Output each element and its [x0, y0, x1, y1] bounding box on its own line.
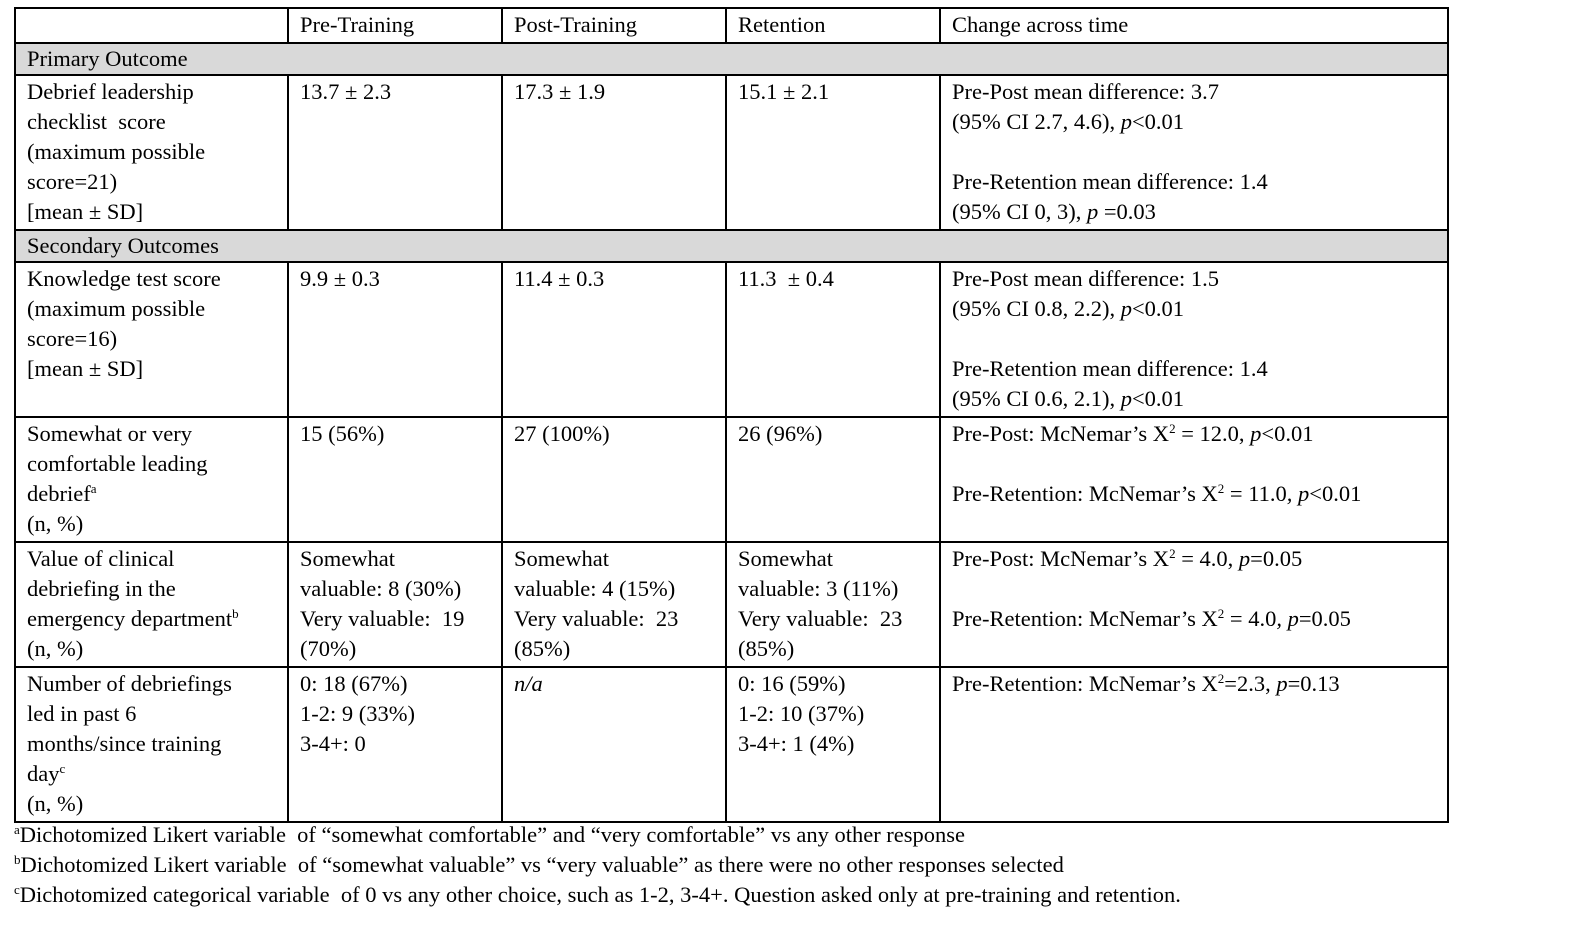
change-line: Pre-Retention mean difference: 1.4	[952, 169, 1268, 194]
row-label-text: day	[27, 761, 60, 786]
superscript: 2	[1169, 546, 1176, 561]
cell-post-training: 27 (100%)	[502, 417, 726, 542]
cell-line: Somewhat	[514, 546, 609, 571]
change-text: = 4.0	[1224, 606, 1277, 631]
cell-line: valuable: 4 (15%)	[514, 576, 676, 601]
change-line	[952, 384, 1436, 414]
cell-post-training	[502, 542, 726, 667]
superscript: 2	[1217, 671, 1225, 686]
table-row-knowledge-test	[15, 262, 1448, 417]
header-retention: Retention	[726, 8, 940, 43]
change-text: Pre-Retention: McNemar’s X	[952, 481, 1218, 506]
row-label-line: (maximum possible	[27, 296, 206, 321]
footnote-mark: a	[14, 822, 20, 837]
table-row-value-of-debriefing	[15, 542, 1448, 667]
cell-change	[940, 667, 1448, 822]
footnote-text: Dichotomized categorical variable of 0 vs any other choice, such as 1-2, 3-4+. Question asked only at pre-training and retention.	[19, 882, 1181, 907]
spacer	[952, 137, 1436, 167]
cell-line: 0: 16 (59%)	[738, 671, 846, 696]
change-text: Pre-Post: McNemar’s X	[952, 546, 1170, 571]
cell-line: 1-2: 9 (33%)	[300, 701, 415, 726]
p-symbol: p	[1298, 481, 1310, 506]
cell-change	[940, 417, 1448, 542]
cell-pre-training	[288, 667, 502, 822]
cell-retention: 26 (96%)	[726, 417, 940, 542]
superscript: 2	[1217, 481, 1225, 496]
row-label-line: Value of clinical	[27, 546, 175, 571]
header-change-across-time: Change across time	[940, 8, 1448, 43]
cell-line: 1-2: 10 (37%)	[738, 701, 865, 726]
row-label-line: (n, %)	[27, 791, 84, 816]
row-label-line: Somewhat or very	[27, 421, 192, 446]
cell-retention	[726, 542, 940, 667]
row-label	[15, 417, 288, 542]
p-symbol: p	[1250, 421, 1262, 446]
row-label	[15, 262, 288, 417]
footnote-b	[14, 850, 1181, 880]
change-line: Pre-Post mean difference: 1.5	[952, 266, 1220, 291]
row-label-line: (n, %)	[27, 636, 84, 661]
spacer	[952, 324, 1436, 354]
change-text: <0.01	[1309, 481, 1362, 506]
footnote-mark: b	[14, 852, 21, 867]
footnote-mark: a	[90, 481, 97, 496]
change-text: =0.03	[1098, 199, 1156, 224]
change-text: <0.01	[1131, 386, 1185, 411]
cell-post-training: 11.4 ± 0.3	[502, 262, 726, 417]
footnote-text: Dichotomized Likert variable of “somewhat valuable” vs “very valuable” as there were no other responses selected	[20, 852, 1064, 877]
change-line	[952, 544, 1436, 574]
change-line: Pre-Retention mean difference: 1.4	[952, 356, 1268, 381]
row-label-line	[27, 759, 276, 789]
change-text: =0.05	[1298, 606, 1351, 631]
header-pre-training: Pre-Training	[288, 8, 502, 43]
change-text: (95% CI 2.7, 4.6),	[952, 109, 1121, 134]
change-text: Pre-Retention: McNemar’s X	[952, 671, 1218, 696]
row-label-text: debrief	[27, 481, 91, 506]
not-applicable-text: n/a	[514, 671, 543, 696]
spacer	[952, 574, 1436, 604]
row-label-line: [mean ± SD]	[27, 356, 144, 381]
row-label	[15, 667, 288, 822]
row-label-line: checklist score	[27, 109, 166, 134]
cell-line: (85%)	[738, 636, 795, 661]
cell-retention	[726, 667, 940, 822]
cell-pre-training: 9.9 ± 0.3	[288, 262, 502, 417]
cell-line: Somewhat	[300, 546, 395, 571]
footnote-a	[14, 820, 1181, 850]
change-text: =0.13	[1287, 671, 1340, 696]
cell-line: 0: 18 (67%)	[300, 671, 408, 696]
cell-line: valuable: 3 (11%)	[738, 576, 899, 601]
cell-pre-training	[288, 542, 502, 667]
change-line: Pre-Post mean difference: 3.7	[952, 79, 1220, 104]
primary-outcome-heading: Primary Outcome	[15, 43, 1448, 75]
change-text: (95% CI 0.8, 2.2),	[952, 296, 1121, 321]
cell-pre-training: 15 (56%)	[288, 417, 502, 542]
cell-change	[940, 262, 1448, 417]
footnote-c	[14, 880, 1181, 910]
outcomes-table	[14, 7, 1449, 823]
primary-outcome-section-row	[15, 43, 1448, 75]
p-symbol: p	[1086, 199, 1099, 224]
row-label-line: months/since training	[27, 731, 222, 756]
footnote-text: Dichotomized Likert variable of “somewhat comfortable” and “very comfortable” vs any other response	[19, 822, 966, 847]
row-label-line: Debrief leadership	[27, 79, 194, 104]
change-text: <0.01	[1261, 421, 1314, 446]
row-label-line: (maximum possible	[27, 139, 206, 164]
row-label-text: emergency department	[27, 606, 233, 631]
footnote-mark: b	[232, 606, 239, 621]
row-label-line	[27, 604, 276, 634]
superscript: 2	[1217, 606, 1225, 621]
change-line	[952, 604, 1436, 634]
change-text: (95% CI 0, 3),	[952, 199, 1087, 224]
table-row-number-of-debriefings	[15, 667, 1448, 822]
change-text: Pre-Retention: McNemar’s X	[952, 606, 1218, 631]
cell-change	[940, 75, 1448, 230]
table-row-comfort-leading	[15, 417, 1448, 542]
p-symbol: p	[1276, 671, 1288, 696]
footnote-mark: c	[59, 761, 66, 776]
change-line	[952, 294, 1436, 324]
p-symbol: p	[1287, 606, 1299, 631]
footnote-mark: c	[14, 882, 20, 897]
change-text: = 11.0	[1224, 481, 1287, 506]
row-label-line: Number of debriefings	[27, 671, 232, 696]
change-text: <0.01	[1131, 109, 1185, 134]
row-label-line: Knowledge test score	[27, 266, 221, 291]
change-text: = 12.0,	[1175, 421, 1251, 446]
header-post-training: Post-Training	[502, 8, 726, 43]
p-symbol: p	[1120, 386, 1132, 411]
change-text: <0.01	[1131, 296, 1185, 321]
italic-comma: ,	[1286, 481, 1299, 506]
cell-line: (70%)	[300, 636, 357, 661]
spacer	[952, 449, 1436, 479]
change-line	[952, 669, 1436, 699]
change-text: Pre-Post: McNemar’s X	[952, 421, 1170, 446]
cell-line: valuable: 8 (30%)	[300, 576, 462, 601]
secondary-outcomes-heading: Secondary Outcomes	[15, 230, 1448, 262]
row-label	[15, 542, 288, 667]
row-label-line: led in past 6	[27, 701, 137, 726]
row-label-line: score=21)	[27, 169, 118, 194]
header-row	[15, 8, 1448, 43]
change-text: =2.3,	[1224, 671, 1277, 696]
change-line	[952, 479, 1436, 509]
table-row-debrief-leadership	[15, 75, 1448, 230]
cell-pre-training: 13.7 ± 2.3	[288, 75, 502, 230]
cell-change	[940, 542, 1448, 667]
p-symbol: p	[1120, 296, 1132, 321]
cell-line: Somewhat	[738, 546, 833, 571]
change-line	[952, 107, 1436, 137]
footnotes	[14, 820, 1181, 910]
row-label-line: [mean ± SD]	[27, 199, 144, 224]
superscript: 2	[1169, 421, 1176, 436]
p-symbol: p	[1120, 109, 1132, 134]
change-text: = 4.0,	[1175, 546, 1239, 571]
cell-line: 3-4+: 1 (4%)	[738, 731, 855, 756]
change-line	[952, 197, 1436, 227]
cell-post-training	[502, 667, 726, 822]
cell-line: Very valuable: 19	[300, 606, 465, 631]
row-label-line: (n, %)	[27, 511, 84, 536]
change-text: =0.05	[1250, 546, 1303, 571]
italic-comma: ,	[1276, 606, 1288, 631]
row-label-line: score=16)	[27, 326, 118, 351]
change-text: (95% CI 0.6, 2.1),	[952, 386, 1121, 411]
header-blank	[15, 8, 288, 43]
row-label	[15, 75, 288, 230]
row-label-line: debriefing in the	[27, 576, 176, 601]
cell-retention: 15.1 ± 2.1	[726, 75, 940, 230]
cell-post-training: 17.3 ± 1.9	[502, 75, 726, 230]
secondary-outcomes-section-row	[15, 230, 1448, 262]
row-label-line	[27, 479, 276, 509]
cell-line: 3-4+: 0	[300, 731, 366, 756]
cell-line: (85%)	[514, 636, 571, 661]
cell-retention: 11.3 ± 0.4	[726, 262, 940, 417]
change-line	[952, 419, 1436, 449]
row-label-line: comfortable leading	[27, 451, 208, 476]
cell-line: Very valuable: 23	[514, 606, 679, 631]
p-symbol: p	[1238, 546, 1251, 571]
cell-line: Very valuable: 23	[738, 606, 903, 631]
